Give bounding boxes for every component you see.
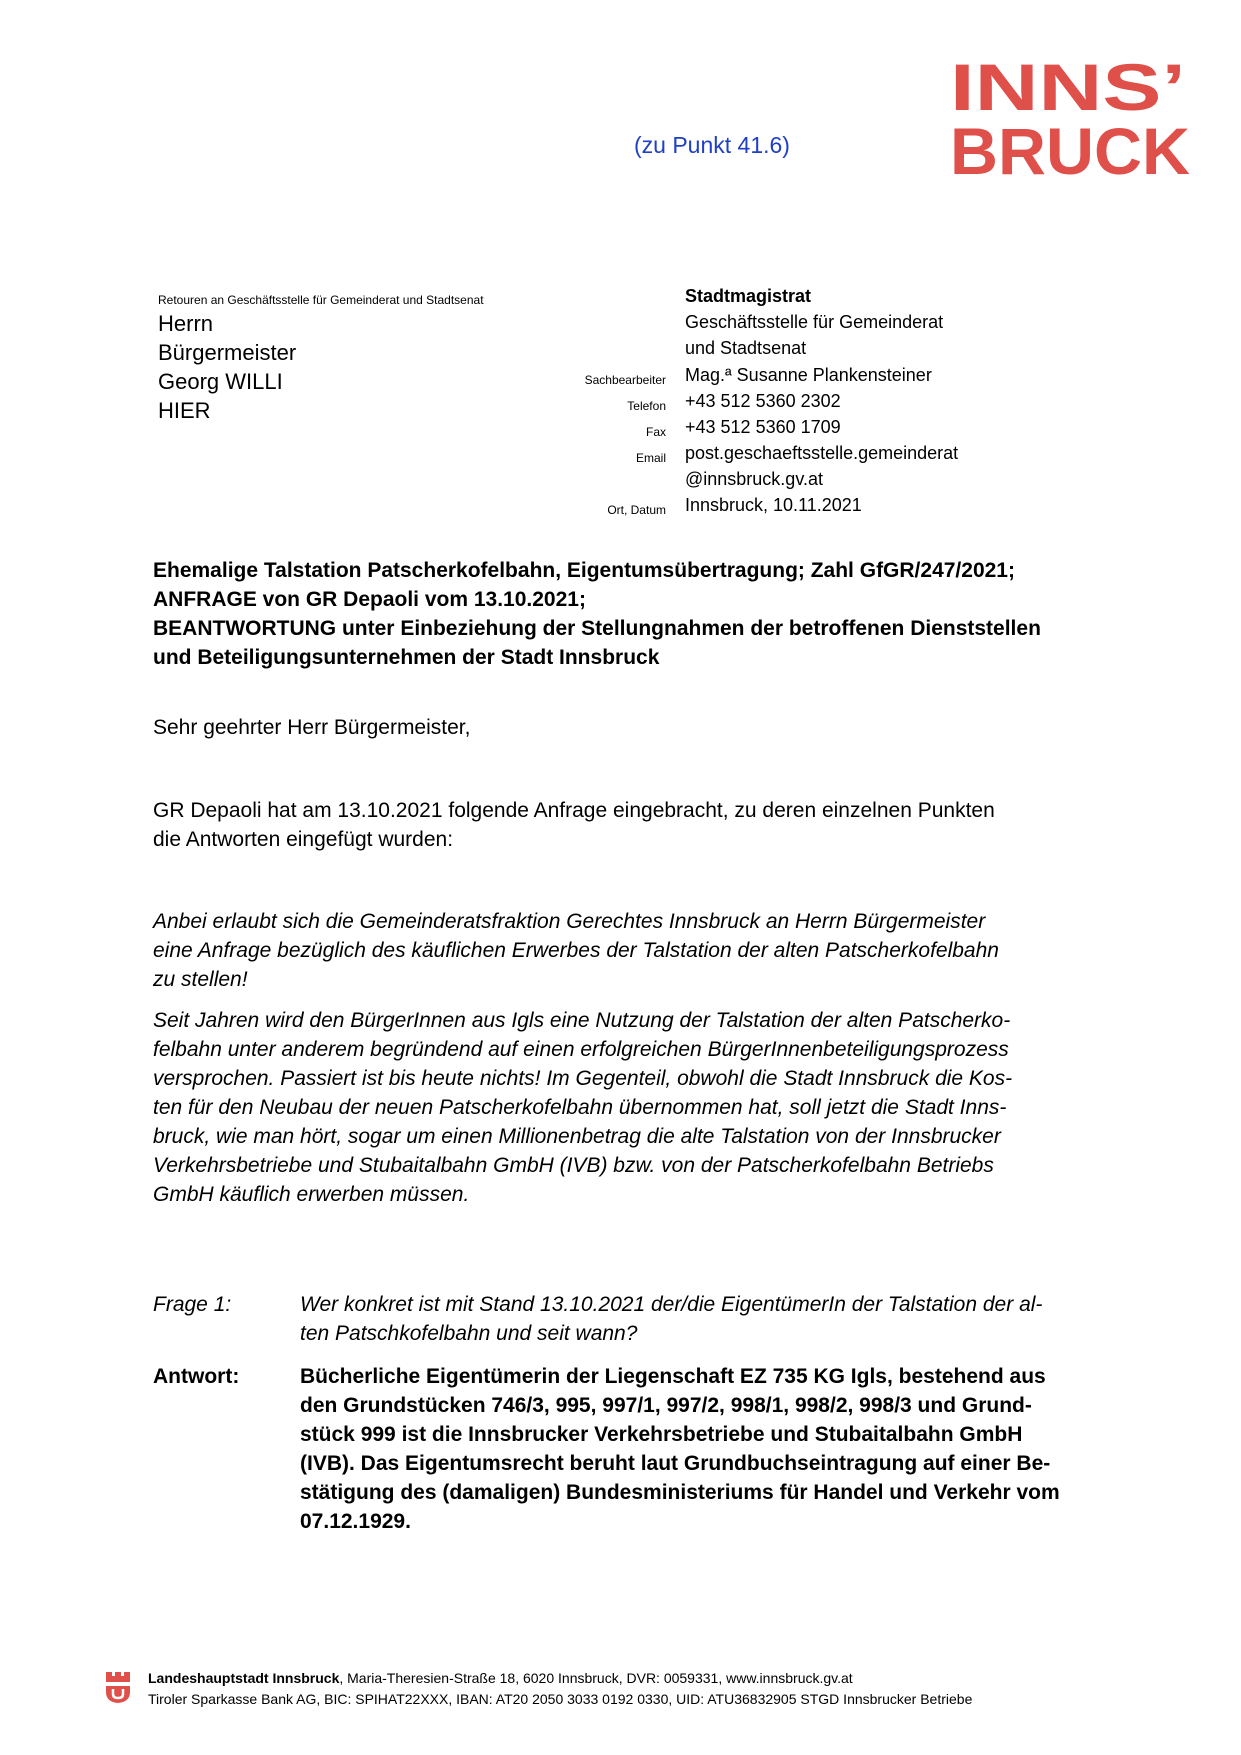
quote-line: bruck, wie man hört, sogar um einen Millionenbetrag die alte Talstation von der Innsbrucker [153,1125,1001,1148]
email-value-cont: @innsbruck.gv.at [685,469,823,489]
logo-line1: INNS’ [950,54,1186,124]
answer-text [300,1362,1060,1536]
subject [153,556,1143,672]
sender-row [0,443,1241,469]
subject-line: BEANTWORTUNG unter Einbeziehung der Stellungnahmen der betroffenen Dienststellen [153,617,1041,640]
quote-paragraph-1 [153,907,1125,994]
quote-line: eine Anfrage bezüglich des käuflichen Erwerbes der Talstation der alten Patscherkofelbahn [153,939,999,962]
question-text [300,1290,1042,1348]
quote-line: GmbH käuflich erwerben müssen. [153,1183,470,1206]
answer-line: stätigung des (damaligen) Bundesministeriums für Handel und Verkehr vom [300,1481,1060,1504]
quote-line: Verkehrsbetriebe und Stubaitalbahn GmbH (IVB) bzw. von der Patscherkofelbahn Betriebs [153,1154,994,1177]
sachbearbeiter-value: Mag.ª Susanne Plankensteiner [685,365,932,385]
recipient-line: Herrn [158,311,214,336]
answer-label: Antwort: [153,1365,240,1388]
sender-info [0,286,1241,526]
question-line: ten Patschkofelbahn und seit wann? [300,1322,638,1345]
email-label: Email [635,451,666,465]
intro-paragraph [153,796,1125,854]
telefon-label: Telefon [627,399,666,413]
city-crest-icon [104,1670,132,1704]
quote-line: felbahn unter anderem begründend auf einen erfolgreichen BürgerInnenbeteiligungsprozess [153,1038,1009,1061]
quote-line: ten für den Neubau der neuen Patscherkofelbahn übernommen hat, soll jetzt die Stadt Inns- [153,1096,1007,1119]
email-value: post.geschaeftsstelle.gemeinderat [685,443,959,463]
footer-org: Landeshauptstadt Innsbruck [148,1670,340,1686]
quote-line: Anbei erlaubt sich die Gemeinderatsfraktion Gerechtes Innsbruck an Herrn Bürgermeister [153,910,986,933]
footer-line-2: Tiroler Sparkasse Bank AG, BIC: SPIHAT22XXX, IBAN: AT20 2050 3033 0192 0330, UID: ATU36832905 STGD Innsbrucker Betriebe [148,1691,973,1707]
question-1 [153,1290,1143,1350]
ort-datum-label: Ort, Datum [607,503,666,517]
sender-row [0,391,1241,417]
ort-datum-value: Innsbruck, 10.11.2021 [685,495,862,515]
agenda-reference: (zu Punkt 41.6) [634,132,790,158]
quote-paragraph-2 [153,1006,1125,1209]
question-label: Frage 1: [153,1293,232,1316]
intro-line: die Antworten eingefügt wurden: [153,828,454,851]
telefon-value: +43 512 5360 2302 [685,391,841,411]
intro-line: GR Depaoli hat am 13.10.2021 folgende Anfrage eingebracht, zu deren einzelnen Punkten [153,799,995,822]
footer-address: , Maria-Theresien-Straße 18, 6020 Innsbruck, DVR: 0059331, www.innsbruck.gv.at [339,1670,853,1686]
sender-row [0,286,1241,312]
sender-row [0,312,1241,338]
salutation: Sehr geehrter Herr Bürgermeister, [153,716,471,739]
fax-label: Fax [645,425,666,439]
sender-row [0,495,1241,521]
subject-line: und Beteiligungsunternehmen der Stadt Innsbruck [153,646,660,669]
sender-row [0,469,1241,495]
quote-line: zu stellen! [153,968,248,991]
answer-1 [153,1362,1143,1542]
quote-line: Seit Jahren wird den BürgerInnen aus Igls eine Nutzung der Talstation der alten Patscherko- [153,1009,1011,1032]
footer-line-1 [148,1668,972,1689]
footer [148,1668,972,1710]
innsbruck-logo [950,54,1192,180]
fax-value: +43 512 5360 1709 [685,417,841,437]
answer-line: 07.12.1929. [300,1510,411,1533]
subject-line: ANFRAGE von GR Depaoli vom 13.10.2021; [153,588,586,611]
sender-row [0,338,1241,364]
sachbearbeiter-label: Sachbearbeiter [584,373,666,387]
answer-line: Bücherliche Eigentümerin der Liegenschaft EZ 735 KG Igls, bestehend aus [300,1365,1046,1388]
return-address: Retouren an Geschäftsstelle für Gemeinderat und Stadtsenat [158,293,484,307]
recipient-line: Bürgermeister [158,340,297,365]
quote-line: versprochen. Passiert ist bis heute nichts! Im Gegenteil, obwohl die Stadt Innsbruck die Kos- [153,1067,1013,1090]
sender-dept: Geschäftsstelle für Gemeinderat [685,312,944,332]
sender-org: Stadtmagistrat [685,286,812,306]
answer-line: (IVB). Das Eigentumsrecht beruht laut Grundbuchseintragung auf einer Be- [300,1452,1051,1475]
question-line: Wer konkret ist mit Stand 13.10.2021 der/die EigentümerIn der Talstation der al- [300,1293,1043,1316]
sender-row [0,365,1241,391]
sender-row [0,417,1241,443]
recipient-line: HIER [158,398,211,423]
subject-line: Ehemalige Talstation Patscherkofelbahn, Eigentumsübertragung; Zahl GfGR/247/2021; [153,559,1015,582]
answer-line: stück 999 ist die Innsbrucker Verkehrsbetriebe und Stubaitalbahn GmbH [300,1423,1023,1446]
sender-dept-cont: und Stadtsenat [685,338,807,358]
recipient-line: Georg WILLI [158,369,283,394]
answer-line: den Grundstücken 746/3, 995, 997/1, 997/2, 998/1, 998/2, 998/3 und Grund- [300,1394,1032,1417]
logo-line2: BRUCK [950,114,1191,180]
